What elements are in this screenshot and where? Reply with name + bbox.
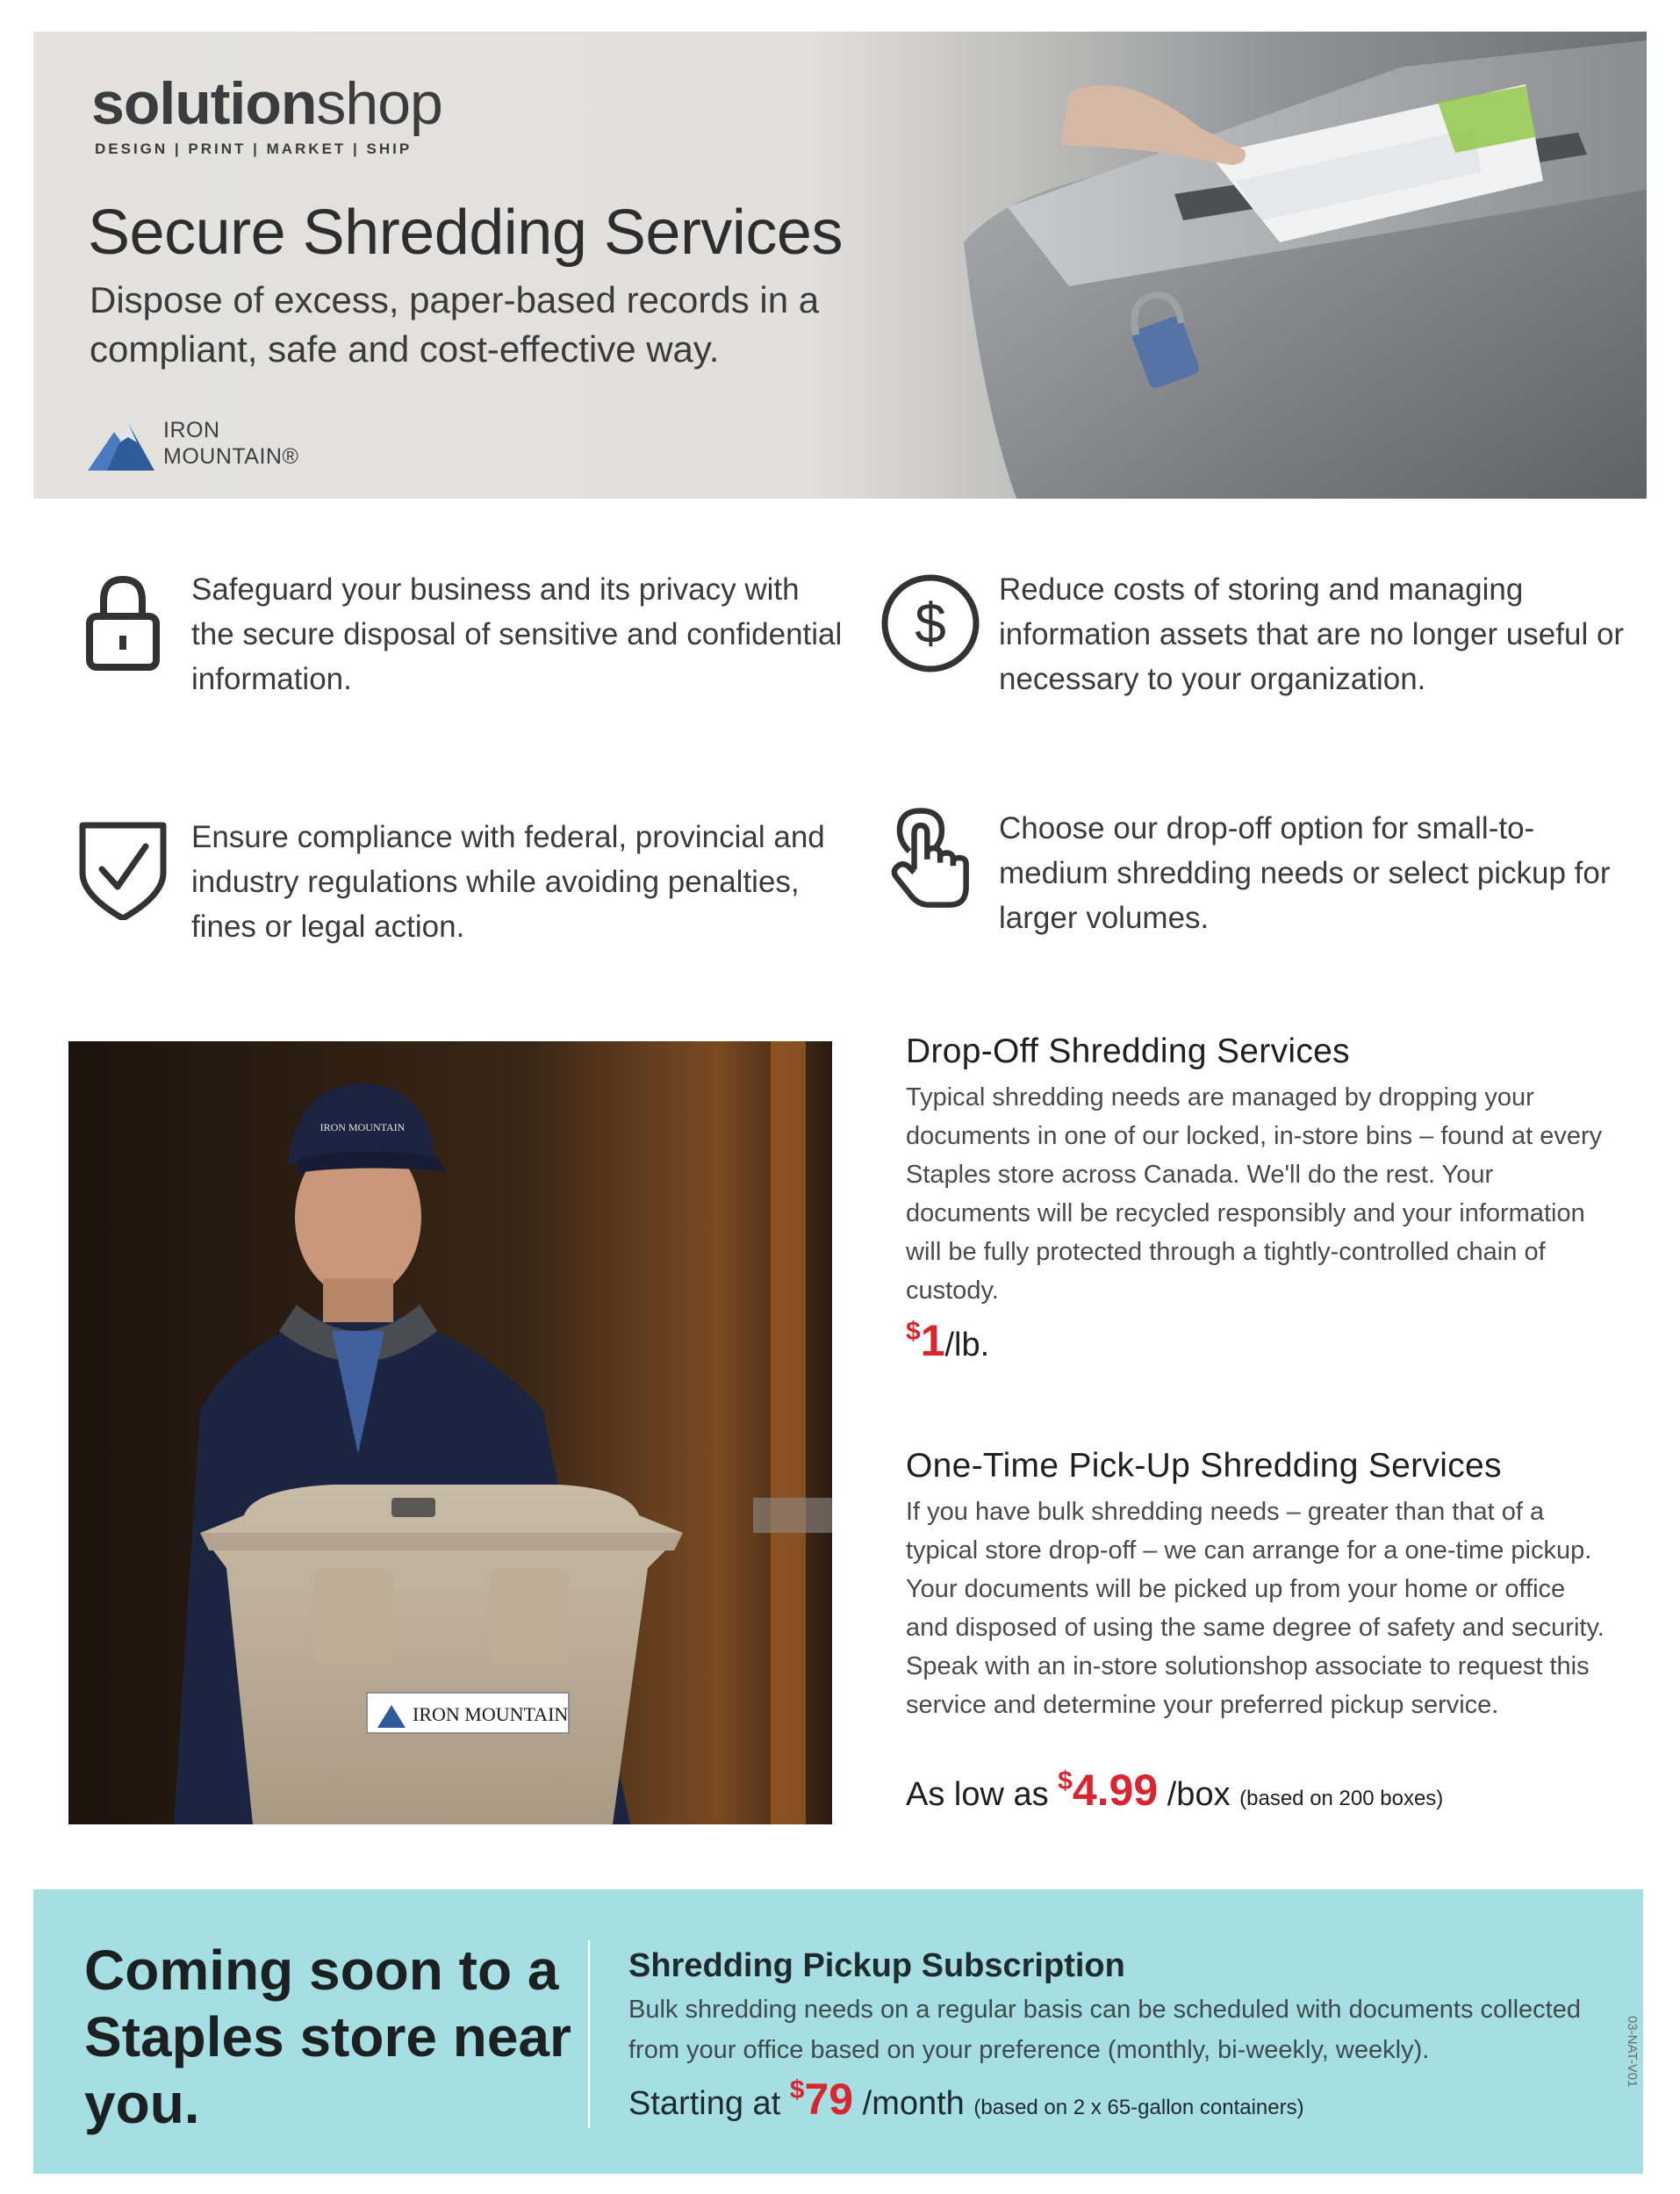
page-title: Secure Shredding Services [88,198,843,268]
subscription-price-unit: /month [862,2085,965,2122]
dropoff-price-value: 1 [920,1316,945,1365]
brand-tagline: DESIGN | PRINT | MARKET | SHIP [95,140,413,157]
pickup-price-prefix: As low as [906,1776,1059,1813]
subscription-price [628,2074,1304,2125]
pickup-price-unit: /box [1167,1776,1231,1813]
bin-label: IRON MOUNTAIN [413,1703,569,1725]
technician-illustration [68,1041,832,1824]
dollar-circle-icon [878,567,983,673]
svg-text:IRON MOUNTAIN: IRON MOUNTAIN [319,1121,406,1133]
document-code: 03-NAT-V01 [1625,2016,1640,2088]
pickup-price-value: 4.99 [1072,1766,1159,1815]
subscription-band [33,1889,1643,2174]
feature-compliance-text: Ensure compliance with federal, provincial and industry regulations while avoiding penalties, fines or legal action. [191,820,825,944]
subscription-price-prefix: Starting at [628,2085,790,2122]
lock-icon [70,567,176,673]
solutionshop-logo [91,70,442,158]
pickup-price-note: (based on 200 boxes) [1239,1787,1444,1810]
subscription-price-note: (based on 2 x 65-gallon containers) [973,2096,1304,2119]
page-subtitle: Dispose of excess, paper-based records in a compliant, safe and cost-effective way. [90,279,820,370]
svg-text:$: $ [915,592,946,655]
feature-options-text: Choose our drop-off option for small-to-medium shredding needs or select pickup for larger volumes. [999,811,1611,935]
dropoff-currency: $ [906,1317,921,1347]
dropoff-title: Drop-Off Shredding Services [906,1032,1350,1070]
feature-privacy [70,567,843,701]
feature-options [878,806,1633,940]
iron-mountain-logo [88,416,298,471]
feature-costs-text: Reduce costs of storing and managing information assets that are no longer useful or necessary to your organization. [999,572,1625,696]
subscription-body: Bulk shredding needs on a regular basis can be scheduled with documents collected from your office based on your preference (monthly, bi-weekly, weekly). [628,1996,1581,2064]
hero-banner [33,32,1647,499]
subscription-title: Shredding Pickup Subscription [628,1947,1125,1984]
partner-name-line2: MOUNTAIN® [163,444,299,469]
mountain-icon [88,416,154,471]
feature-privacy-text: Safeguard your business and its privacy with the secure disposal of sensitive and confidential information. [191,572,843,696]
pickup-currency: $ [1058,1766,1073,1796]
brand-name: solutionshop [91,70,442,137]
partner-name-line1: IRON [163,418,220,442]
dropoff-price [906,1315,989,1366]
band-divider [588,1940,590,2128]
pickup-body: If you have bulk shredding needs – greater than that of a typical store drop-off – we can arrange for a one-time pickup. Your documents will be picked up from your home or office and disposed of using the same degree of safety and security. Speak with an in-store solutionshop associate to request this service and determine your preferred pickup service. [906,1498,1605,1719]
feature-costs [878,567,1633,701]
dropoff-body: Typical shredding needs are managed by dropping your documents in one of our locked, in-store bins – found at every Staples store across Canada. We'll do the rest. Your documents will be recycled responsibly and your information will be fully protected through a tightly-controlled chain of custody. [906,1083,1603,1305]
pickup-price [906,1765,1443,1816]
coming-soon-heading: Coming soon to a Staples store near you. [84,1939,571,2135]
pickup-title: One-Time Pick-Up Shredding Services [906,1447,1502,1485]
dropoff-price-unit: /lb. [944,1327,990,1363]
subscription-currency: $ [789,2075,805,2105]
hand-touch-icon [878,806,983,911]
technician-photo [68,1041,832,1824]
shield-check-icon [70,815,176,920]
subscription-price-value: 79 [804,2075,854,2124]
feature-compliance [70,815,843,949]
